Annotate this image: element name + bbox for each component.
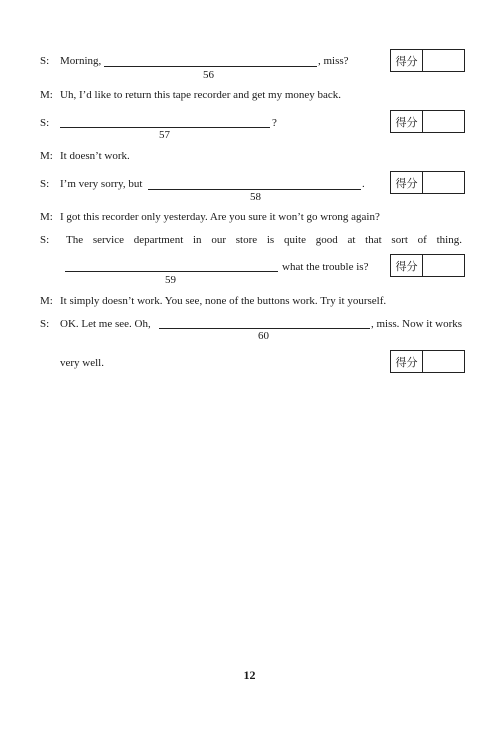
- score-field[interactable]: [423, 111, 464, 132]
- speaker-label: M:: [40, 295, 53, 307]
- score-box-58: [390, 171, 465, 194]
- blank-number: 58: [250, 191, 261, 203]
- dialogue-line: It doesn’t work.: [60, 150, 130, 162]
- word: at: [347, 234, 356, 246]
- line-text-after: , miss. Now it works: [371, 318, 463, 330]
- answer-blank-59[interactable]: [65, 271, 278, 272]
- word: department: [133, 234, 184, 246]
- line-text-before: Morning,: [60, 55, 102, 67]
- speaker-label: S:: [40, 55, 50, 67]
- score-label: 得分: [391, 50, 423, 71]
- score-box-56: [390, 49, 465, 72]
- dialogue-line-justified: [66, 234, 462, 246]
- speaker-label: S:: [40, 178, 50, 190]
- page-number: 12: [243, 668, 256, 682]
- score-field[interactable]: [423, 351, 464, 372]
- score-label: 得分: [391, 255, 423, 276]
- score-field[interactable]: [423, 255, 464, 276]
- line-text-after: ?: [272, 117, 277, 129]
- word: good: [315, 234, 338, 246]
- word: service: [92, 234, 125, 246]
- answer-blank-58[interactable]: [148, 189, 361, 190]
- word: that: [365, 234, 382, 246]
- blank-number: 59: [165, 274, 176, 286]
- line-text-after: , miss?: [318, 55, 349, 67]
- word: quite: [283, 234, 306, 246]
- word: thing.: [436, 234, 462, 246]
- speaker-label: S:: [40, 318, 50, 330]
- line-text-before: I’m very sorry, but: [60, 178, 143, 190]
- score-label: 得分: [391, 351, 423, 372]
- line-text-after: .: [362, 178, 365, 190]
- speaker-label: S:: [40, 234, 50, 246]
- word: of: [417, 234, 427, 246]
- word: The: [66, 234, 84, 246]
- word: sort: [391, 234, 408, 246]
- score-field[interactable]: [423, 172, 464, 193]
- score-label: 得分: [391, 172, 423, 193]
- answer-blank-57[interactable]: [60, 127, 270, 128]
- score-box-59: [390, 254, 465, 277]
- dialogue-line: I got this recorder only yesterday. Are you sure it won’t go wrong again?: [60, 211, 380, 223]
- dialogue-line: very well.: [60, 357, 104, 369]
- score-field[interactable]: [423, 50, 464, 71]
- score-label: 得分: [391, 111, 423, 132]
- answer-blank-60[interactable]: [159, 328, 370, 329]
- line-text-before: OK. Let me see. Oh,: [60, 318, 151, 330]
- dialogue-line: It simply doesn’t work. You see, none of the buttons work. Try it yourself.: [60, 295, 387, 307]
- score-box-57: [390, 110, 465, 133]
- speaker-label: M:: [40, 89, 53, 101]
- speaker-label: M:: [40, 150, 53, 162]
- word: is: [266, 234, 275, 246]
- blank-number: 60: [258, 330, 269, 342]
- dialogue-line: Uh, I’d like to return this tape recorder and get my money back.: [60, 89, 342, 101]
- word: our: [211, 234, 226, 246]
- word: store: [235, 234, 258, 246]
- blank-number: 57: [159, 129, 170, 141]
- blank-number: 56: [203, 69, 214, 81]
- speaker-label: S:: [40, 117, 50, 129]
- line-text-after: what the trouble is?: [282, 261, 369, 273]
- word: in: [193, 234, 202, 246]
- answer-blank-56[interactable]: [104, 66, 317, 67]
- score-box-60: [390, 350, 465, 373]
- speaker-label: M:: [40, 211, 53, 223]
